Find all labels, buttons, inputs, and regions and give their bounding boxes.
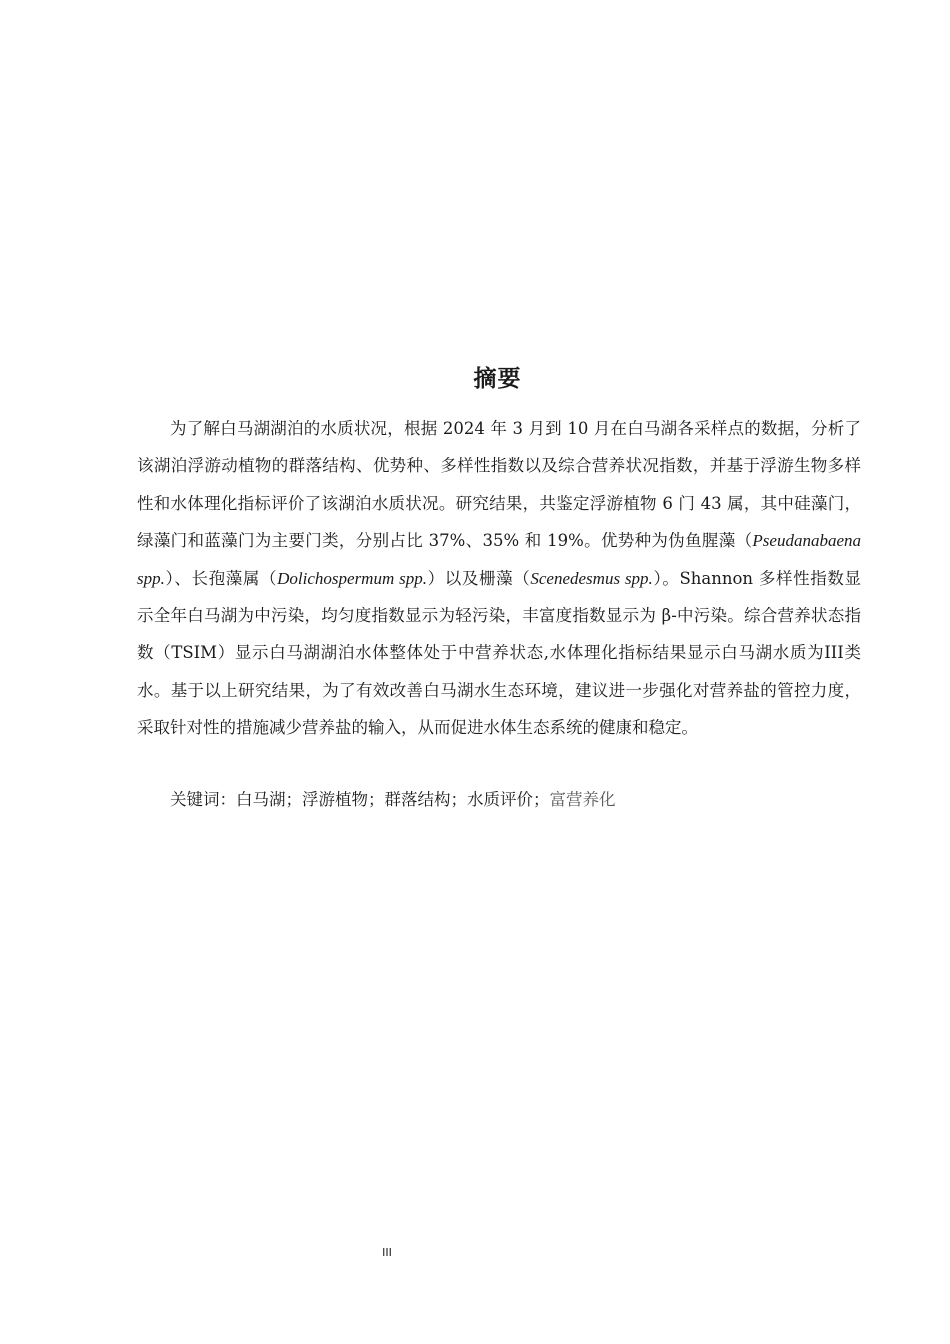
species-name-scenedesmus: Scenedesmus spp. [530,568,653,588]
abstract-text-part-2: ）、长孢藻属（ [164,568,278,588]
keywords-label: 关键词： [170,790,236,809]
species-name-dolichospermum: Dolichospermum spp. [277,568,427,588]
page-number: III [382,1246,392,1259]
abstract-text-part-4: ）。Shannon 多样性指数显示全年白马湖为中污染，均匀度指数显示为轻污染，丰富度指数显示为 β-中污染。综合营养状态指数（TSIM）显示白马湖湖泊水体整体处于中营养状态,水体理化指标结果显示白马湖水质为III类水。基于以上研究结果，为了有效改善白马湖水生态环境，建议进一步强化对营养盐的管控力度，采取针对性的措施减少营养盐的输入，从而促进水体生态系统的健康和稳定。 [137,568,862,738]
abstract-title: 摘要 [473,366,522,392]
species-name-pseudanabaena: Pseudanabaena spp. [137,531,861,588]
abstract-paragraph [137,410,861,747]
keywords-list: 白马湖；浮游植物；群落结构；水质评价； [236,790,550,809]
keywords-line [137,781,861,818]
abstract-text-part-3: ）以及栅藻（ [426,568,531,588]
abstract-text-part-1: 为了解白马湖湖泊的水质状况，根据 2024 年 3 月到 10 月在白马湖各采样点的数据，分析了该湖泊浮游动植物的群落结构、优势种、多样性指数以及综合营养状况指数，并基于浮游生物多样性和水体理化指标评价了该湖泊水质状况。研究结果，共鉴定浮游植物 6 门 43 属，其中硅藻门，绿藻门和蓝藻门为主要门类，分别占比 37%、35% 和 19%。优势种为伪鱼腥藻（ [137,419,861,551]
keyword-last: 富营养化 [549,790,616,809]
